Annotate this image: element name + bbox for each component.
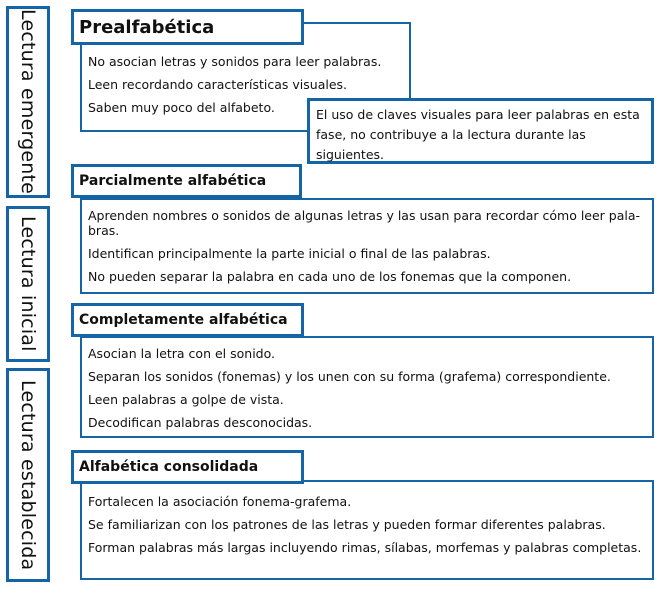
stage-title-text: Alfabética consolidada (79, 459, 259, 475)
stage-item: Fortalecen la asociación fonema-grafema. (88, 494, 352, 509)
stage-item: Asocian la letra con el sonido. (88, 346, 275, 361)
stage-box-completamente (80, 336, 654, 438)
stage-item: Leen recordando características visuales. (88, 77, 348, 92)
side-label-emergente (6, 6, 50, 198)
side-label-establecida (6, 368, 50, 582)
stage-item: Leen palabras a golpe de vista. (88, 392, 284, 407)
stage-title-prealfabetica (71, 9, 304, 45)
stage-item: Decodifican palabras desconocidas. (88, 415, 313, 430)
stage-item: Identifican principalmente la parte inicial o final de las palabras. (88, 246, 491, 261)
stage-title-text: Completamente alfabética (79, 312, 288, 328)
stage-item: No asocian letras y sonidos para leer palabras. (88, 54, 382, 69)
stage-item: Forman palabras más largas incluyendo rimas, sílabas, morfemas y palabras completas. (88, 540, 642, 555)
side-label-inicial (6, 206, 50, 362)
stage-title-completamente (71, 303, 304, 337)
stage-item: Saben muy poco del alfabeto. (88, 100, 275, 115)
side-label-text: Lectura inicial (17, 216, 39, 352)
side-label-text: Lectura emergente (17, 9, 39, 195)
stage-title-consolidada (71, 450, 304, 484)
stage-item: No pueden separar la palabra en cada uno de los fonemas que la componen. (88, 269, 572, 284)
stage-title-text: Prealfabética (79, 16, 215, 38)
side-label-text: Lectura establecida (17, 379, 39, 571)
stage-box-parcialmente (80, 198, 654, 294)
stage-title-text: Parcialmente alfabética (79, 173, 267, 189)
stage-note (307, 98, 654, 164)
stage-item: Aprenden nombres o sonidos de algunas letras y las usan para recordar cómo leer pala-bras. (88, 208, 641, 238)
stage-box-consolidada (80, 480, 654, 580)
stage-note-text: El uso de claves visuales para leer palabras en esta fase, no contribuye a la lectura durante las siguientes. (316, 107, 640, 162)
stage-item: Separan los sonidos (fonemas) y los unen con su forma (grafema) correspondiente. (88, 369, 611, 384)
stage-item: Se familiarizan con los patrones de las letras y pueden formar diferentes palabras. (88, 517, 606, 532)
stage-title-parcialmente (71, 164, 302, 198)
